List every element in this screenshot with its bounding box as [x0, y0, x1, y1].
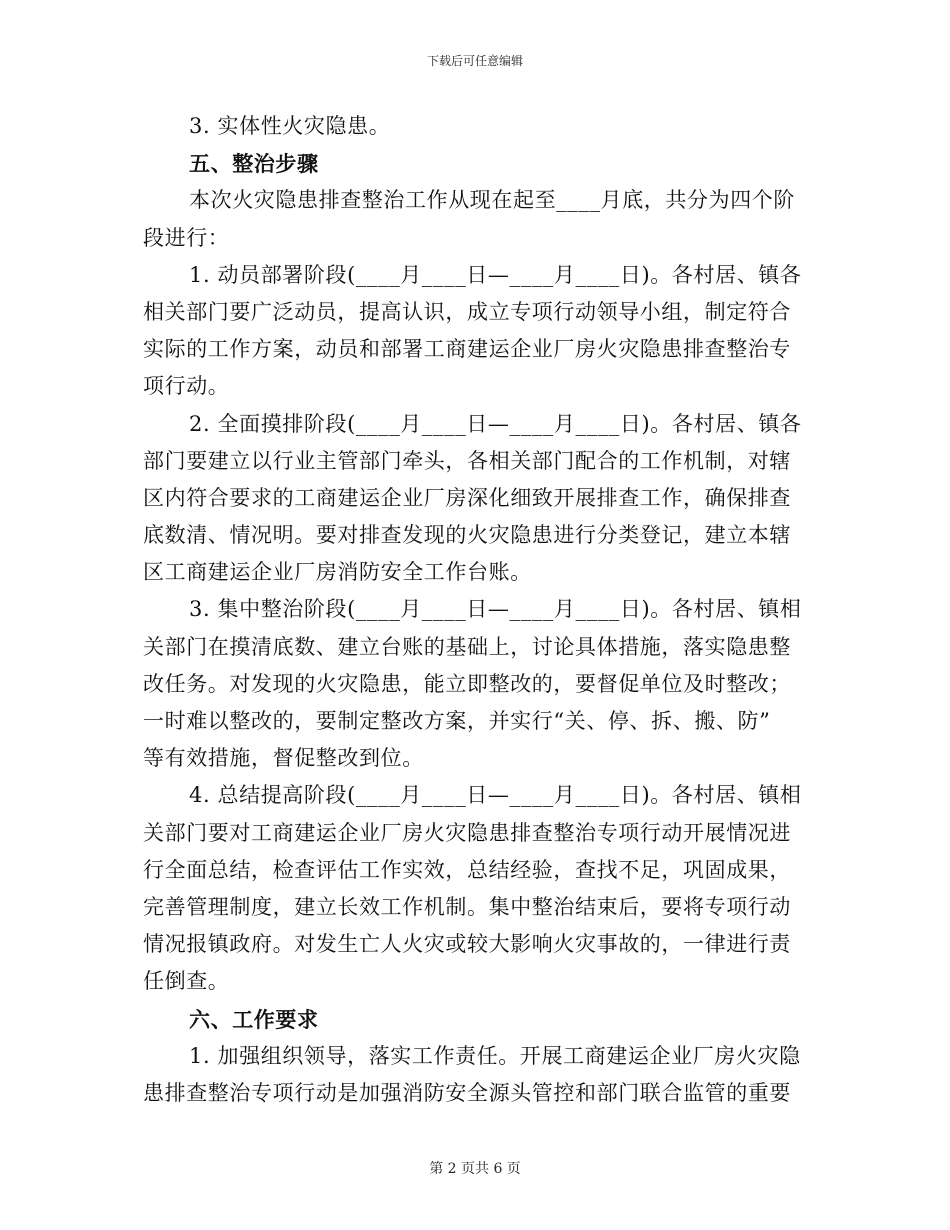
paragraph-line: 底数清、情况明。要对排查发现的火灾隐患进行分类登记，建立本辖 — [143, 523, 791, 548]
paragraph-line: 区内符合要求的工商建运企业厂房深化细致开展排查工作，确保排查 — [143, 485, 791, 510]
paragraph-line: 情况报镇政府。对发生亡人火灾或较大影响火灾事故的，一律进行责 — [143, 932, 791, 957]
document-body — [143, 108, 803, 1112]
paragraph-line: 行全面总结，检查评估工作实效，总结经验，查找不足，巩固成果， — [143, 857, 791, 882]
paragraph-line: 区工商建运企业厂房消防安全工作台账。 — [143, 560, 532, 585]
section-heading: 六、工作要求 — [189, 1006, 319, 1032]
paragraph-line: 任倒查。 — [143, 969, 230, 994]
paragraph-line: 关部门要对工商建运企业厂房火灾隐患排查整治专项行动开展情况进 — [143, 820, 791, 845]
paragraph-line: 一时难以整改的，要制定整改方案，并实行“关、停、拆、搬、防” — [143, 709, 771, 733]
paragraph-line: 4. 总结提高阶段(____月____日—____月____日)。各村居、镇相 — [189, 783, 802, 808]
paragraph-line: 相关部门要广泛动员，提高认识，成立专项行动领导小组，制定符合 — [143, 299, 791, 324]
section-heading: 五、整治步骤 — [189, 151, 319, 177]
paragraph-line: 项行动。 — [143, 374, 230, 399]
paragraph-line: 3. 实体性火灾隐患。 — [189, 114, 391, 138]
paragraph-line: 3. 集中整治阶段(____月____日—____月____日)。各村居、镇相 — [189, 597, 802, 622]
paragraph-line: 等有效措施，督促整改到位。 — [143, 746, 424, 771]
paragraph-line: 实际的工作方案，动员和部署工商建运企业厂房火灾隐患排查整治专 — [143, 337, 791, 362]
page-footer: 第 2 页共 6 页 — [429, 1161, 521, 1177]
paragraph-line: 本次火灾隐患排查整治工作从现在起至____月底，共分为四个阶 — [189, 188, 795, 213]
paragraph-line: 关部门在摸清底数、建立台账的基础上，讨论具体措施，落实隐患整 — [143, 634, 791, 659]
paragraph-line: 1. 加强组织领导，落实工作责任。开展工商建运企业厂房火灾隐 — [189, 1043, 801, 1068]
page-header: 下载后可任意编辑 — [426, 54, 523, 68]
paragraph-line: 改任务。对发现的火灾隐患，能立即整改的，要督促单位及时整改； — [143, 671, 791, 696]
paragraph-line: 完善管理制度，建立长效工作机制。集中整治结束后，要将专项行动 — [143, 894, 791, 919]
paragraph-line: 1. 动员部署阶段(____月____日—____月____日)。各村居、镇各 — [189, 262, 802, 287]
paragraph-line: 2. 全面摸排阶段(____月____日—____月____日)。各村居、镇各 — [189, 411, 802, 436]
paragraph-line: 段进行： — [143, 225, 230, 250]
paragraph-line: 部门要建立以行业主管部门牵头，各相关部门配合的工作机制，对辖 — [143, 448, 791, 473]
paragraph-line: 患排查整治专项行动是加强消防安全源头管控和部门联合监管的重要 — [143, 1080, 791, 1105]
